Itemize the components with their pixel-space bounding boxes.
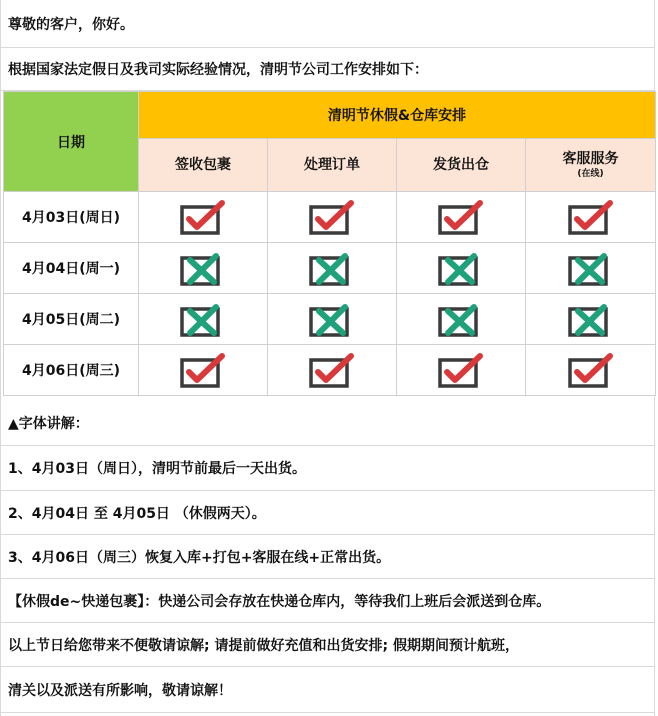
column-header-shipping: 发货出仓: [397, 139, 526, 192]
table-row: [4, 243, 656, 294]
note-item: 1、4月03日（周日），清明节前最后一天出货。: [0, 446, 655, 491]
notes-heading: ▲字体讲解：: [0, 400, 655, 446]
row-date: 4月04日(周一): [4, 243, 139, 294]
check-icon: [526, 192, 656, 243]
check-icon: [397, 345, 526, 396]
row-date: 4月03日(周日): [4, 192, 139, 243]
column-header-receive: 签收包裹: [139, 139, 268, 192]
customer-service-label: 客服服务: [562, 151, 619, 167]
row-date: 4月06日(周三): [4, 345, 139, 396]
closing-note-1: 以上节日给您带来不便敬请谅解; 请提前做好充值和出货安排; 假期期间预计航班，: [0, 623, 655, 667]
table-header-row: [4, 92, 656, 139]
cross-icon: [139, 294, 268, 345]
note-item: 3、4月06日（周三）恢复入库+打包+客服在线+正常出货。: [0, 535, 655, 579]
table-row: [4, 294, 656, 345]
cross-icon: [526, 243, 656, 294]
check-icon: [139, 192, 268, 243]
date-column-header: 日期: [4, 92, 139, 192]
cross-icon: [139, 243, 268, 294]
intro-text: 根据国家法定假日及我司实际经验情况，清明节公司工作安排如下：: [0, 48, 655, 91]
check-icon: [139, 345, 268, 396]
cross-icon: [268, 243, 397, 294]
schedule-title: 清明节休假&仓库安排: [139, 92, 656, 139]
table-row: [4, 192, 656, 243]
check-icon: [268, 345, 397, 396]
column-header-orders: 处理订单: [268, 139, 397, 192]
column-header-customer-service: [526, 139, 656, 192]
check-icon: [526, 345, 656, 396]
courier-note: 【休假de~快递包裹】：快递公司会存放在快递仓库内，等待我们上班后会派送到仓库。: [0, 579, 655, 623]
table-row: [4, 345, 656, 396]
row-date: 4月05日(周二): [4, 294, 139, 345]
cross-icon: [397, 243, 526, 294]
cross-icon: [526, 294, 656, 345]
holiday-schedule-table: [3, 91, 656, 396]
closing-note-2: 清关以及派送有所影响，敬请谅解！: [0, 667, 655, 713]
note-item: 2、4月04日 至 4月05日 （休假两天）。: [0, 491, 655, 535]
cross-icon: [397, 294, 526, 345]
customer-service-sublabel: (在线): [577, 169, 604, 179]
greeting-text: 尊敬的客户，你好。: [0, 0, 655, 48]
check-icon: [268, 192, 397, 243]
cross-icon: [268, 294, 397, 345]
check-icon: [397, 192, 526, 243]
